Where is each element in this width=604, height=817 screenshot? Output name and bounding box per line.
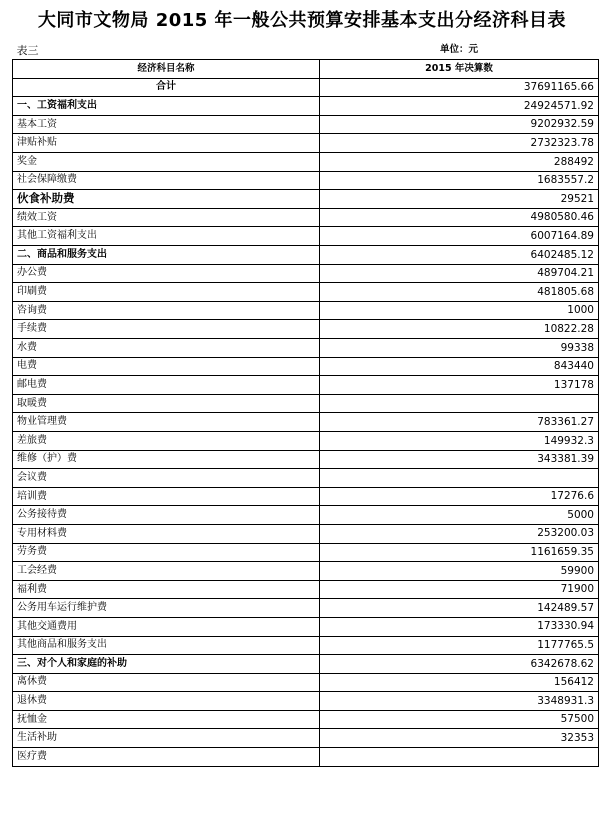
page-title: 大同市文物局 2015 年一般公共预算安排基本支出分经济科目表 bbox=[37, 10, 567, 31]
row-item-name: 取暖费 bbox=[13, 394, 320, 413]
row-amount: 142489.57 bbox=[320, 599, 599, 618]
row-amount: 4980580.46 bbox=[320, 208, 599, 227]
table-row bbox=[13, 469, 599, 488]
row-amount: 253200.03 bbox=[320, 524, 599, 543]
row-amount: 24924571.92 bbox=[320, 97, 599, 116]
table-row bbox=[13, 78, 599, 97]
row-amount: 1177765.5 bbox=[320, 636, 599, 655]
table-row bbox=[13, 710, 599, 729]
row-item-name: 咨询费 bbox=[13, 301, 320, 320]
table-row bbox=[13, 543, 599, 562]
table-row bbox=[13, 357, 599, 376]
row-amount: 149932.3 bbox=[320, 431, 599, 450]
row-amount bbox=[320, 469, 599, 488]
row-item-name: 绩效工资 bbox=[13, 208, 320, 227]
row-amount: 5000 bbox=[320, 506, 599, 525]
row-item-name: 其他商品和服务支出 bbox=[13, 636, 320, 655]
table-row bbox=[13, 748, 599, 767]
row-item-name: 生活补助 bbox=[13, 729, 320, 748]
row-item-name: 办公费 bbox=[13, 264, 320, 283]
row-amount: 1683557.2 bbox=[320, 171, 599, 190]
column-header-amount: 2015 年决算数 bbox=[320, 60, 599, 79]
row-item-name: 合计 bbox=[13, 78, 320, 97]
table-row bbox=[13, 376, 599, 395]
table-row bbox=[13, 729, 599, 748]
row-amount: 156412 bbox=[320, 673, 599, 692]
row-item-name: 公务用车运行维护费 bbox=[13, 599, 320, 618]
row-item-name: 其他交通费用 bbox=[13, 617, 320, 636]
row-amount: 288492 bbox=[320, 153, 599, 172]
row-item-name: 印刷费 bbox=[13, 283, 320, 302]
row-item-name: 伙食补助费 bbox=[13, 190, 320, 209]
row-amount: 37691165.66 bbox=[320, 78, 599, 97]
table-row bbox=[13, 171, 599, 190]
expenditure-table bbox=[12, 41, 599, 767]
row-amount: 17276.6 bbox=[320, 487, 599, 506]
table-row bbox=[13, 487, 599, 506]
table-row bbox=[13, 301, 599, 320]
row-item-name: 奖金 bbox=[13, 153, 320, 172]
table-row bbox=[13, 134, 599, 153]
table-row bbox=[13, 190, 599, 209]
table-row bbox=[13, 320, 599, 339]
row-item-name: 培训费 bbox=[13, 487, 320, 506]
table-row bbox=[13, 153, 599, 172]
row-amount: 173330.94 bbox=[320, 617, 599, 636]
row-item-name: 差旅费 bbox=[13, 431, 320, 450]
form-label: 表三 bbox=[16, 43, 39, 57]
table-meta-row bbox=[13, 41, 599, 60]
table-body bbox=[13, 41, 599, 766]
table-row bbox=[13, 394, 599, 413]
table-row bbox=[13, 450, 599, 469]
row-item-name: 离休费 bbox=[13, 673, 320, 692]
row-item-name: 物业管理费 bbox=[13, 413, 320, 432]
row-amount: 489704.21 bbox=[320, 264, 599, 283]
row-item-name: 劳务费 bbox=[13, 543, 320, 562]
row-amount: 6402485.12 bbox=[320, 246, 599, 265]
row-amount bbox=[320, 748, 599, 767]
table-row bbox=[13, 264, 599, 283]
row-amount: 1161659.35 bbox=[320, 543, 599, 562]
row-item-name: 会议费 bbox=[13, 469, 320, 488]
row-amount: 1000 bbox=[320, 301, 599, 320]
row-amount: 481805.68 bbox=[320, 283, 599, 302]
row-amount: 6342678.62 bbox=[320, 655, 599, 674]
table-header-row bbox=[13, 60, 599, 79]
table-row bbox=[13, 599, 599, 618]
row-amount: 59900 bbox=[320, 562, 599, 581]
table-row bbox=[13, 339, 599, 358]
table-row bbox=[13, 655, 599, 674]
row-amount: 3348931.3 bbox=[320, 692, 599, 711]
row-amount: 29521 bbox=[320, 190, 599, 209]
expenditure-table-container bbox=[12, 41, 599, 767]
row-item-name: 基本工资 bbox=[13, 115, 320, 134]
table-row bbox=[13, 506, 599, 525]
row-amount: 783361.27 bbox=[320, 413, 599, 432]
table-row bbox=[13, 413, 599, 432]
table-row bbox=[13, 208, 599, 227]
row-amount: 6007164.89 bbox=[320, 227, 599, 246]
table-row bbox=[13, 524, 599, 543]
row-item-name: 公务接待费 bbox=[13, 506, 320, 525]
table-row bbox=[13, 636, 599, 655]
row-amount: 10822.28 bbox=[320, 320, 599, 339]
row-item-name: 邮电费 bbox=[13, 376, 320, 395]
row-item-name: 医疗费 bbox=[13, 748, 320, 767]
row-item-name: 二、商品和服务支出 bbox=[13, 246, 320, 265]
row-amount: 343381.39 bbox=[320, 450, 599, 469]
table-row bbox=[13, 673, 599, 692]
row-amount: 137178 bbox=[320, 376, 599, 395]
column-header-name: 经济科目名称 bbox=[13, 60, 320, 79]
table-row bbox=[13, 617, 599, 636]
row-item-name: 工会经费 bbox=[13, 562, 320, 581]
table-row bbox=[13, 562, 599, 581]
row-item-name: 维修（护）费 bbox=[13, 450, 320, 469]
row-item-name: 社会保障缴费 bbox=[13, 171, 320, 190]
row-item-name: 手续费 bbox=[13, 320, 320, 339]
row-amount: 99338 bbox=[320, 339, 599, 358]
row-item-name: 电费 bbox=[13, 357, 320, 376]
row-item-name: 津贴补贴 bbox=[13, 134, 320, 153]
row-amount: 2732323.78 bbox=[320, 134, 599, 153]
row-item-name: 专用材料费 bbox=[13, 524, 320, 543]
row-item-name: 福利费 bbox=[13, 580, 320, 599]
table-row bbox=[13, 283, 599, 302]
table-row bbox=[13, 692, 599, 711]
row-amount bbox=[320, 394, 599, 413]
row-amount: 32353 bbox=[320, 729, 599, 748]
row-item-name: 抚恤金 bbox=[13, 710, 320, 729]
row-amount: 9202932.59 bbox=[320, 115, 599, 134]
row-item-name: 其他工资福利支出 bbox=[13, 227, 320, 246]
row-amount: 843440 bbox=[320, 357, 599, 376]
table-row bbox=[13, 580, 599, 599]
row-item-name: 三、对个人和家庭的补助 bbox=[13, 655, 320, 674]
unit-label: 单位：元 bbox=[439, 44, 478, 56]
table-row bbox=[13, 115, 599, 134]
row-item-name: 退休费 bbox=[13, 692, 320, 711]
row-amount: 71900 bbox=[320, 580, 599, 599]
row-item-name: 一、工资福利支出 bbox=[13, 97, 320, 116]
table-row bbox=[13, 227, 599, 246]
row-amount: 57500 bbox=[320, 710, 599, 729]
table-row bbox=[13, 431, 599, 450]
table-row bbox=[13, 246, 599, 265]
table-row bbox=[13, 97, 599, 116]
row-item-name: 水费 bbox=[13, 339, 320, 358]
